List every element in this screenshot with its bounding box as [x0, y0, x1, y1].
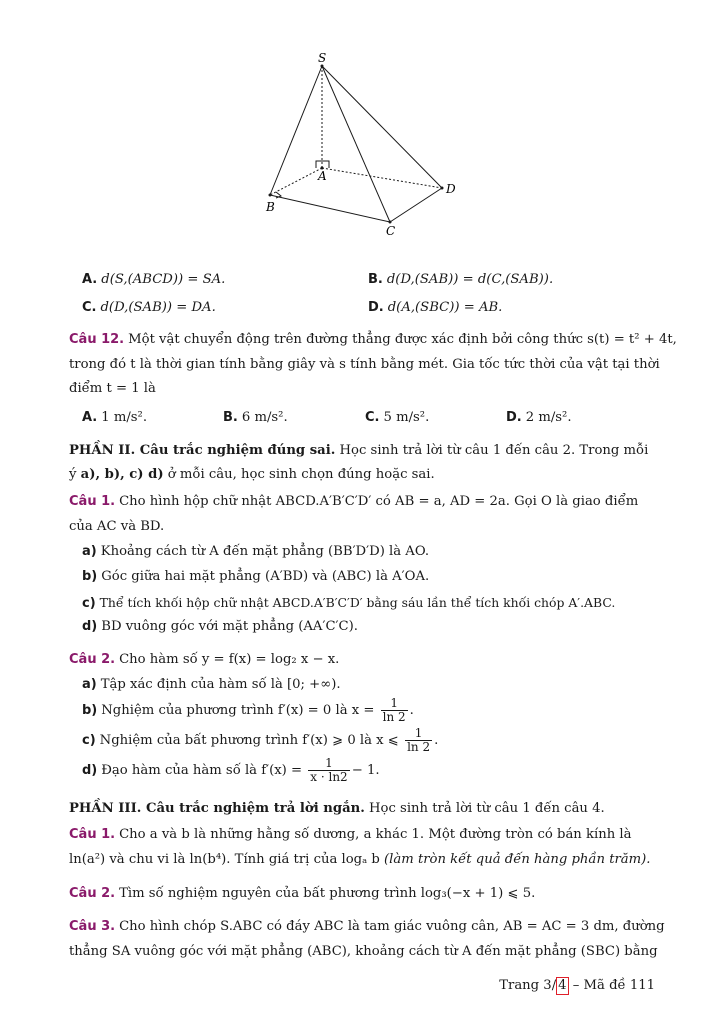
edge-BC: [270, 195, 390, 222]
label-S: S: [318, 51, 327, 65]
q11-option-a[interactable]: A. d(S,(ABCD)) = SA.: [82, 272, 226, 287]
p2-q1-line-1: Câu 1. Cho hình hộp chữ nhật ABCD.A′B′C′D′ có AB = a, AD = 2a. Gọi O là giao điểm: [69, 494, 639, 509]
q12-option-c[interactable]: C. 5 m/s².: [365, 410, 430, 425]
p3-q1-label: Câu 1.: [69, 827, 116, 842]
q12-label: Câu 12.: [69, 332, 125, 347]
label-B: B: [266, 200, 275, 214]
part2-title: PHẦN II. Câu trắc nghiệm đúng sai.: [69, 443, 336, 458]
label-D: D: [446, 182, 456, 196]
p2-q2-item-c[interactable]: c) Nghiệm của bất phương trình f′(x) ⩾ 0 là x ⩽ $\frac{1}{\ln 2}$ .: [82, 726, 439, 754]
p3-q2-line-1: Câu 2. Tìm số nghiệm nguyên của bất phương trình log₃(−x + 1) ⩽ 5.: [69, 886, 536, 901]
part3-title: PHẦN III. Câu trắc nghiệm trả lời ngắn.: [69, 801, 365, 816]
q12-line-1: Câu 12. Một vật chuyển động trên đường thẳng được xác định bởi công thức s(t) = t² + 4t,: [69, 332, 677, 347]
q12-option-b[interactable]: B. 6 m/s².: [223, 410, 288, 425]
edge-AD-hidden: [322, 168, 442, 188]
p2-q2-label: Câu 2.: [69, 652, 116, 667]
p3-q1-line-2: ln(a²) và chu vi là ln(b⁴). Tính giá trị của logₐ b (làm tròn kết quả đến hàng phần trăm).: [69, 852, 651, 867]
p2-q1-item-c[interactable]: c) Thể tích khối hộp chữ nhật ABCD.A′B′C′D′ bằng sáu lần thể tích khối chóp A′.ABC.: [82, 595, 616, 611]
current-page-number: 4: [558, 978, 567, 993]
q11-option-b[interactable]: B. d(D,(SAB)) = d(C,(SAB)).: [368, 272, 554, 287]
edge-CD: [390, 188, 442, 222]
p2-q1-item-a[interactable]: a) Khoảng cách từ A đến mặt phẳng (BB′D′D) là AO.: [82, 544, 430, 559]
p3-q3-label: Câu 3.: [69, 919, 116, 934]
p2-q1-item-d[interactable]: d) BD vuông góc với mặt phẳng (AA′C′C).: [82, 619, 358, 634]
pyramid-figure: [250, 50, 470, 240]
p3-q1-line-1: Câu 1. Cho a và b là những hằng số dương, a khác 1. Một đường tròn có bán kính là: [69, 827, 632, 842]
q12-line-2: trong đó t là thời gian tính bằng giây và s tính bằng mét. Gia tốc tức thời của vật tại thời: [69, 357, 660, 372]
p2-q2-item-a[interactable]: a) Tập xác định của hàm số là [0; +∞).: [82, 677, 341, 692]
page-footer: Trang 3/ 4 – Mã đề 111: [499, 978, 655, 993]
label-C: C: [386, 224, 396, 238]
part2-intro: ý a), b), c) d) ở mỗi câu, học sinh chọn đúng hoặc sai.: [69, 467, 435, 482]
part3-heading: PHẦN III. Câu trắc nghiệm trả lời ngắn. Học sinh trả lời từ câu 1 đến câu 4.: [69, 801, 605, 816]
q11-option-c[interactable]: C. d(D,(SAB)) = DA.: [82, 300, 216, 315]
p2-q1-line-2: của AC và BD.: [69, 519, 165, 534]
fraction-b: $\frac{1}{\ln 2}$: [382, 696, 406, 724]
edge-SD: [322, 66, 442, 188]
fraction-c: $\frac{1}{\ln 2}$: [407, 726, 431, 754]
q12-line-3: điểm t = 1 là: [69, 381, 156, 396]
edge-SB: [270, 66, 322, 195]
p2-q2-item-b[interactable]: b) Nghiệm của phương trình f′(x) = 0 là x = $\frac{1}{\ln 2}$ .: [82, 696, 414, 724]
p2-q2-line-1: Câu 2. Cho hàm số y = f(x) = log₂ x − x.: [69, 652, 340, 667]
edge-AB-hidden: [270, 168, 322, 195]
p3-q3-line-1: Câu 3. Cho hình chóp S.ABC có đáy ABC là tam giác vuông cân, AB = AC = 3 dm, đường: [69, 919, 665, 934]
edge-SC: [322, 66, 390, 222]
p3-q2-label: Câu 2.: [69, 886, 116, 901]
q12-option-a[interactable]: A. 1 m/s².: [82, 410, 148, 425]
part2-heading: PHẦN II. Câu trắc nghiệm đúng sai. Học sinh trả lời từ câu 1 đến câu 2. Trong mỗi: [69, 443, 649, 458]
p3-q3-line-2: thẳng SA vuông góc với mặt phẳng (ABC), khoảng cách từ A đến mặt phẳng (SBC) bằng: [69, 944, 658, 959]
q12-option-d[interactable]: D. 2 m/s².: [506, 410, 572, 425]
p2-q2-item-d[interactable]: d) Đạo hàm của hàm số là f′(x) = $\frac{1}{x \cdot \ln 2}$ − 1.: [82, 756, 380, 784]
p2-q1-label: Câu 1.: [69, 494, 116, 509]
q11-option-d[interactable]: D. d(A,(SBC)) = AB.: [368, 300, 503, 315]
label-A: A: [318, 169, 327, 183]
p2-q1-item-b[interactable]: b) Góc giữa hai mặt phẳng (A′BD) và (ABC) là A′OA.: [82, 569, 430, 584]
fraction-d: $\frac{1}{x \cdot \ln 2}$: [310, 756, 348, 784]
